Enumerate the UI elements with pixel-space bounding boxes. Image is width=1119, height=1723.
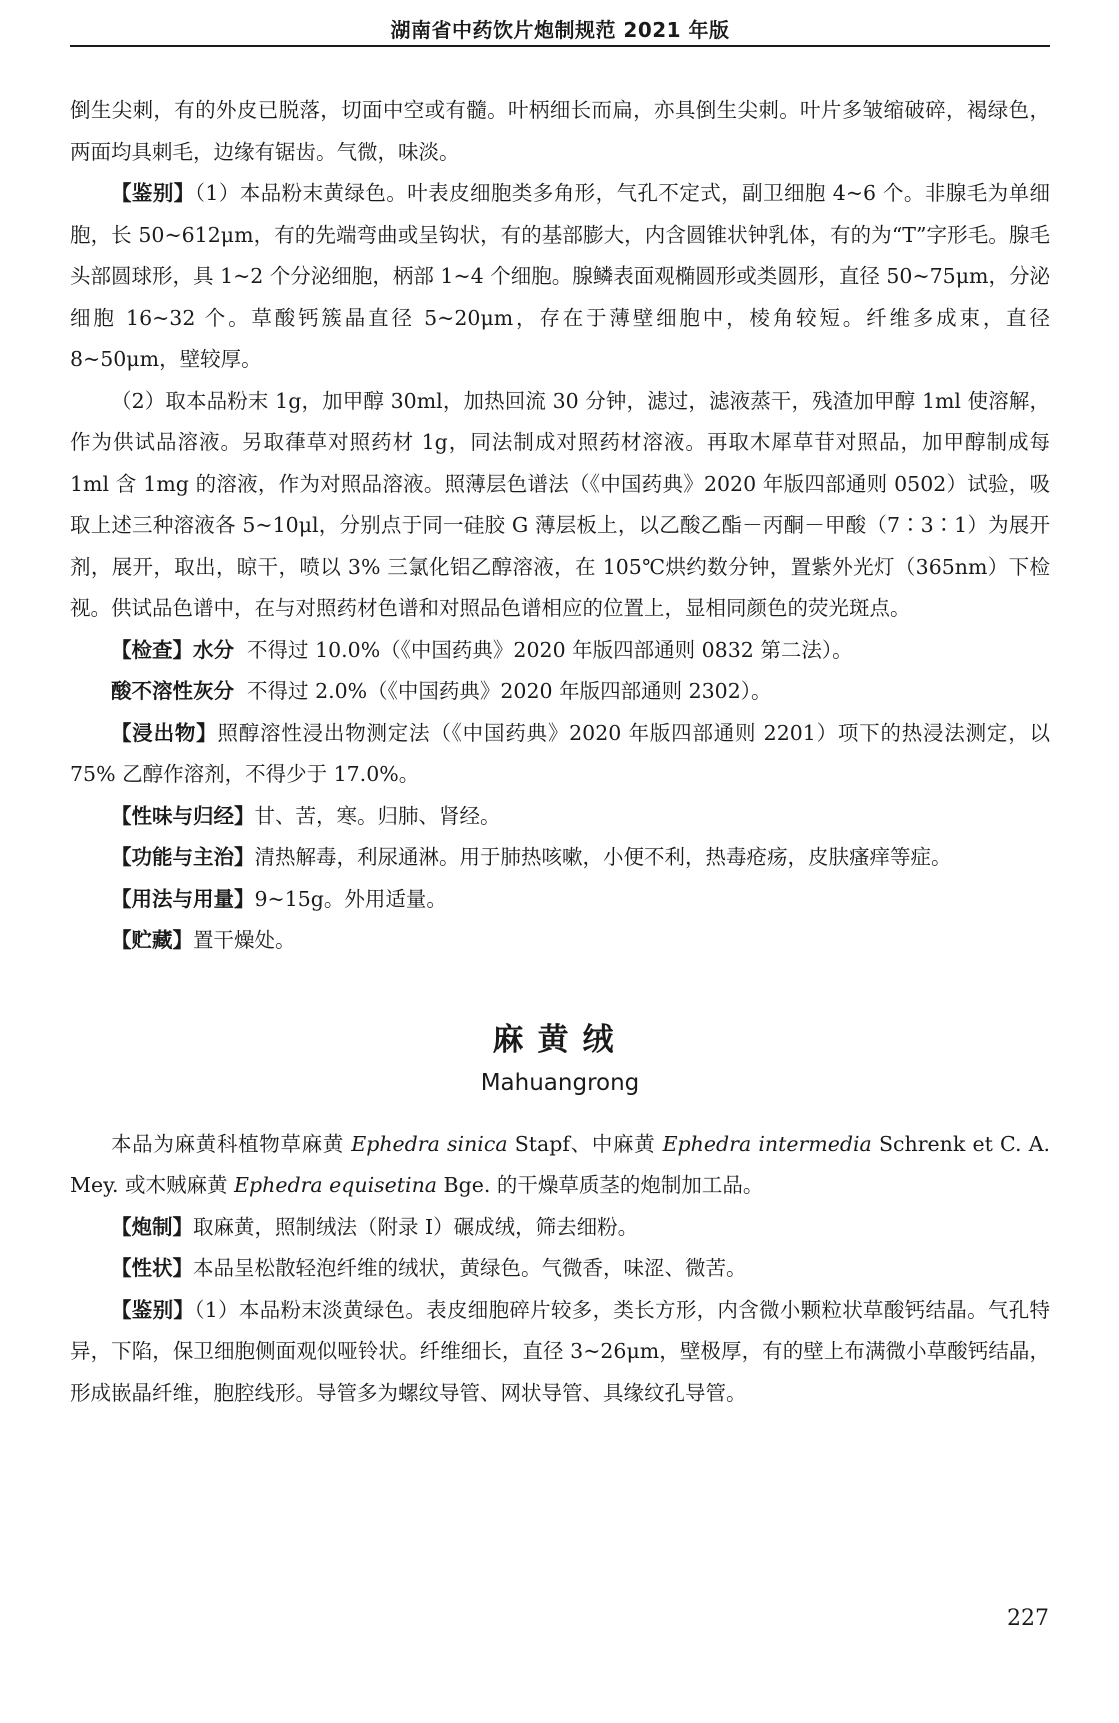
usage-label: 【用法与用量】	[111, 886, 255, 911]
latin-name-2: Ephedra intermedia	[662, 1131, 872, 1156]
taste-label: 【性味与归经】	[111, 803, 255, 828]
page-body	[70, 90, 1050, 1414]
extract-text: 照醇溶性浸出物测定法（《中国药典》2020 年版四部通则 2201）项下的热浸法测定，以 75% 乙醇作溶剂，不得少于 17.0%。	[70, 720, 1051, 786]
section-gap	[70, 962, 1050, 1016]
intro-text-4: Bge. 的干燥草质茎的炮制加工品。	[437, 1173, 764, 1197]
characteristics-label: 【性状】	[111, 1256, 193, 1280]
check-water-text: 不得过 10.0%（《中国药典》2020 年版四部通则 0832 第二法）。	[247, 637, 853, 662]
check-water	[70, 630, 1050, 672]
identification-mahuang	[70, 1290, 1050, 1415]
monograph-pinyin: Mahuangrong	[480, 1069, 640, 1096]
taste-text: 甘、苦，寒。归肺、肾经。	[254, 803, 501, 828]
identification-2: （2）取本品粉末 1g，加甲醇 30ml，加热回流 30 分钟，滤过，滤液蒸干，残渣加甲醇 1ml 使溶解，作为供试品溶液。另取葎草对照药材 1g，同法制成对照药材溶液。再取木犀草苷对照品，加甲醇制成每 1ml 含 1mg 的溶液，作为对照品溶液。照薄层色谱法（《中国药典》2020 年版四部通则 0502）试验，吸取上述三种溶液各 5~10μl，分别点于同一硅胶 G 薄层板上，以乙酸乙酯－丙酮－甲酸（7∶3∶1）为展开剂，展开，取出，晾干，喷以 3% 三氯化铝乙醇溶液，在 105℃烘约数分钟，置紫外光灯（365nm）下检视。供试品色谱中，在与对照药材色谱和对照品色谱相应的位置上，显相同颜色的荧光斑点。	[70, 388, 1050, 620]
intro-text-1: 本品为麻黄科植物草麻黄	[111, 1131, 352, 1156]
characteristics	[70, 1248, 1050, 1290]
taste-meridian	[70, 796, 1050, 838]
intro-paragraph	[70, 1124, 1050, 1207]
processing-label: 【炮制】	[111, 1214, 193, 1239]
characteristics-text: 本品呈松散轻泡纤维的绒状，黄绿色。气微香，味涩、微苦。	[193, 1256, 747, 1280]
latin-name-3: Ephedra equisetina	[234, 1173, 437, 1197]
function-label: 【功能与主治】	[111, 845, 255, 869]
monograph-title: 麻黄绒	[492, 1021, 628, 1058]
function-text: 清热解毒，利尿通淋。用于肺热咳嗽，小便不利，热毒疮疡，皮肤瘙痒等症。	[254, 845, 952, 869]
identification-label: 【鉴别】	[111, 181, 195, 205]
page-number: 227	[1007, 1606, 1049, 1631]
processing-text: 取麻黄，照制绒法（附录 Ⅰ）碾成绒，筛去细粉。	[193, 1214, 639, 1239]
intro-text-2: Stapf、中麻黄	[507, 1131, 663, 1156]
acid-ash-text: 不得过 2.0%（《中国药典》2020 年版四部通则 2302）。	[247, 679, 772, 703]
identification-mahuang-text: （1）本品粉末淡黄绿色。表皮细胞碎片较多，类长方形，内含微小颗粒状草酸钙结晶。气孔特异，下陷，保卫细胞侧面观似哑铃状。纤维细长，直径 3~26μm，壁极厚，有的壁上布满微小草酸钙结晶，形成嵌晶纤维，胞腔线形。导管多为螺纹导管、网状导管、具缘纹孔导管。	[70, 1297, 1050, 1405]
header-rule	[70, 45, 1050, 47]
storage-text: 置干燥处。	[193, 928, 296, 952]
check-acid-ash	[70, 671, 1050, 713]
acid-ash-label: 酸不溶性灰分	[111, 679, 234, 703]
usage-text: 9~15g。外用适量。	[254, 886, 447, 911]
function-indication	[70, 837, 1050, 879]
running-header: 湖南省中药饮片炮制规范 2021 年版	[390, 18, 730, 42]
latin-name-1: Ephedra sinica	[351, 1131, 508, 1156]
processing	[70, 1207, 1050, 1249]
identification-1-text: （1）本品粉末黄绿色。叶表皮细胞类多角形，气孔不定式，副卫细胞 4~6 个。非腺毛为单细胞，长 50~612μm，有的先端弯曲或呈钩状，有的基部膨大，内含圆锥状钟乳体，有的为“T”字形毛。腺毛头部圆球形，具 1~2 个分泌细胞，柄部 1~4 个细胞。腺鳞表面观椭圆形或类圆形，直径 50~75μm，分泌细胞 16~32 个。草酸钙簇晶直径 5~20μm，存在于薄壁细胞中，棱角较短。纤维多成束，直径 8~50μm，壁较厚。	[70, 181, 1050, 371]
check-label: 【检查】水分	[111, 637, 234, 662]
intro-text-3: Schrenk et C. A. Mey. 或木贼麻黄	[70, 1131, 1051, 1197]
storage-label: 【贮藏】	[111, 928, 193, 952]
storage	[70, 920, 1050, 962]
identification-1	[70, 173, 1050, 381]
usage-dosage	[70, 879, 1050, 921]
paragraph-continued: 倒生尖刺，有的外皮已脱落，切面中空或有髓。叶柄细长而扁，亦具倒生尖刺。叶片多皱缩破碎，褐绿色，两面均具刺毛，边缘有锯齿。气微，味淡。	[70, 98, 1050, 164]
extract	[70, 713, 1050, 796]
identification-mahuang-label: 【鉴别】	[111, 1297, 195, 1322]
extract-label: 【浸出物】	[111, 720, 218, 745]
